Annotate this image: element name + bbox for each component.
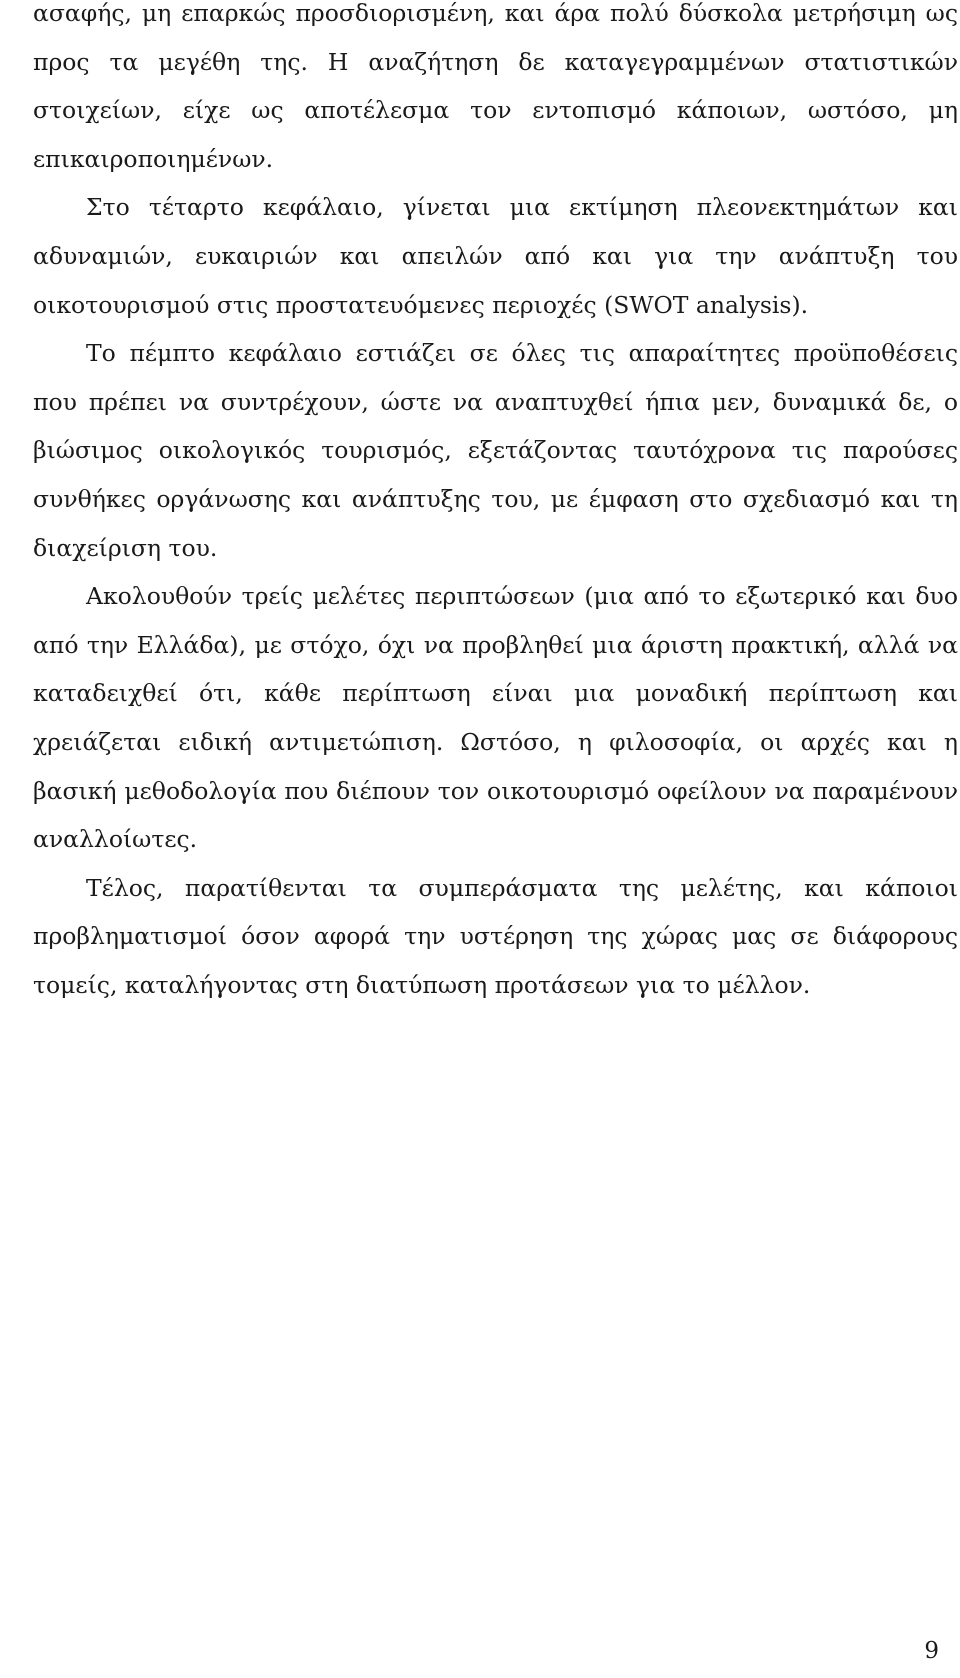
paragraph-continuation: ασαφής, μη επαρκώς προσδιορισμένη, και άρα πολύ δύσκολα μετρήσιμη ως προς τα μεγέθη της. Η αναζήτηση δε καταγεγραμμένων στατιστικών στοιχείων, είχε ως αποτέλεσμα τον εντοπισμό κάποιων, ωστόσο, μη επικαιροποιημένων. bbox=[33, 0, 958, 173]
paragraph-chapter-four: Στο τέταρτο κεφάλαιο, γίνεται μια εκτίμηση πλεονεκτημάτων και αδυναμιών, ευκαιριών και απειλών από και για την ανάπτυξη του οικοτουρισμού στις προστατευόμενες περιοχές (SWOT analysis). bbox=[33, 193, 958, 319]
page-number: 9 bbox=[924, 1638, 939, 1664]
paragraph-conclusions: Τέλος, παρατίθενται τα συμπεράσματα της μελέτης, και κάποιοι προβληματισμοί όσον αφορά την υστέρηση της χώρας μας σε διάφορους τομείς, καταλήγοντας στη διατύπωση προτάσεων για το μέλλον. bbox=[33, 873, 958, 999]
body-text bbox=[33, 0, 958, 1009]
paragraph-chapter-five: Το πέμπτο κεφάλαιο εστιάζει σε όλες τις απαραίτητες προϋποθέσεις που πρέπει να συντρέχουν, ώστε να αναπτυχθεί ήπια μεν, δυναμικά δε, ο βιώσιμος οικολογικός τουρισμός, εξετάζοντας ταυτόχρονα τις παρούσες συνθήκες οργάνωσης και ανάπτυξης του, με έμφαση στο σχεδιασμό και τη διαχείριση του. bbox=[33, 339, 958, 562]
paragraph-case-studies: Ακολουθούν τρείς μελέτες περιπτώσεων (μια από το εξωτερικό και δυο από την Ελλάδα), με στόχο, όχι να προβληθεί μια άριστη πρακτική, αλλά να καταδειχθεί ότι, κάθε περίπτωση είναι μια μοναδική περίπτωση και χρειάζεται ειδική αντιμετώπιση. Ωστόσο, η φιλοσοφία, οι αρχές και η βασική μεθοδολογία που διέπουν τον οικοτουρισμό οφείλουν να παραμένουν αναλλοίωτες. bbox=[33, 582, 958, 854]
